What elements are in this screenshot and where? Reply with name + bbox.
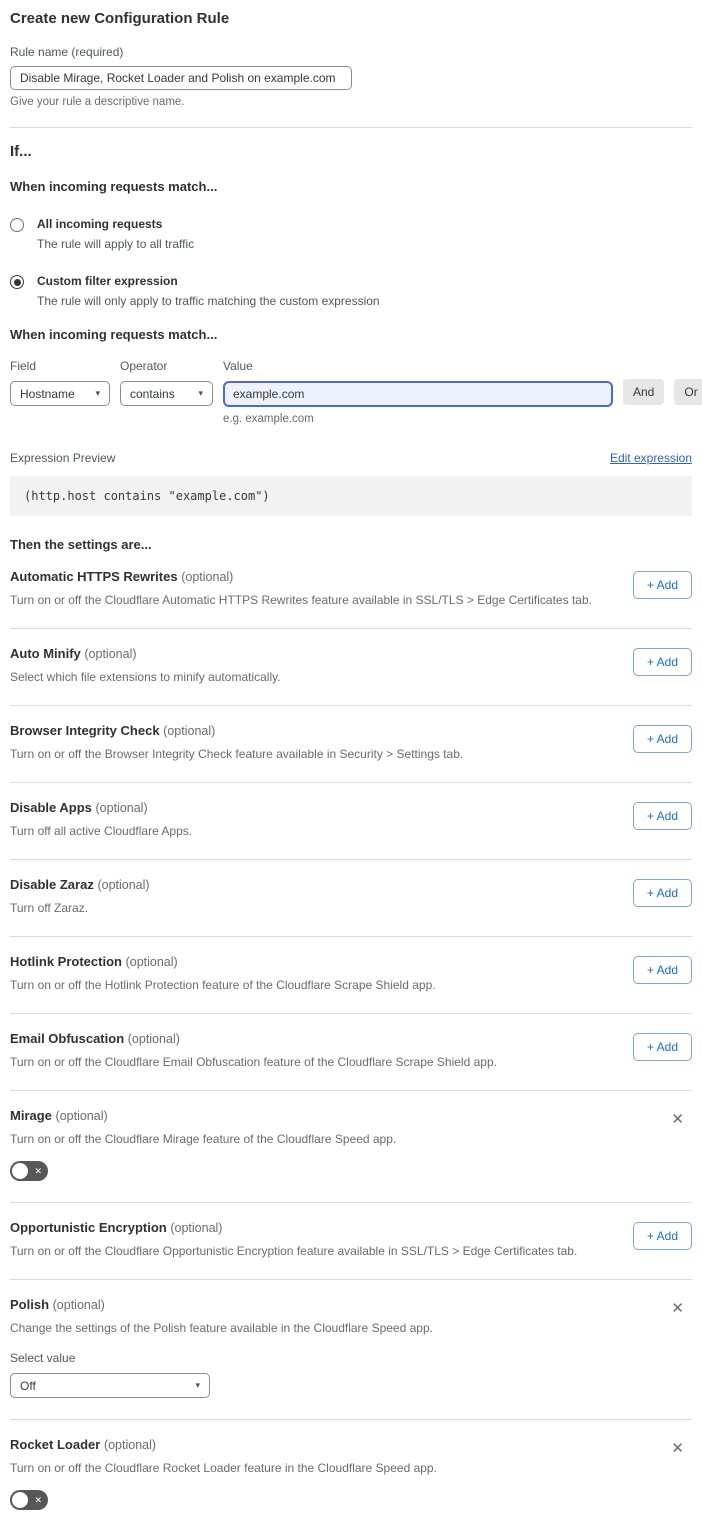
polish-value-select[interactable] xyxy=(10,1373,210,1398)
add-button[interactable]: + Add xyxy=(633,648,692,676)
expression-preview-label: Expression Preview xyxy=(10,451,116,465)
page-title: Create new Configuration Rule xyxy=(10,10,230,27)
radio-label: Custom filter expression xyxy=(37,274,178,288)
setting-title: Disable Zaraz xyxy=(10,877,94,892)
setting-title: Mirage xyxy=(10,1108,52,1123)
rule-name-help: Give your rule a descriptive name. xyxy=(10,96,185,108)
value-input[interactable] xyxy=(223,381,613,407)
chevron-down-icon: ▾ xyxy=(95,388,100,398)
optional-tag: (optional) xyxy=(97,878,150,892)
radio-all-incoming-requests[interactable] xyxy=(10,217,692,251)
optional-tag: (optional) xyxy=(163,724,216,738)
setting-title: Polish xyxy=(10,1297,50,1312)
chevron-down-icon: ▾ xyxy=(198,388,203,398)
optional-tag: (optional) xyxy=(181,570,234,584)
optional-tag: (optional) xyxy=(170,1221,223,1235)
filter-match-heading: When incoming requests match... xyxy=(10,327,218,342)
setting-row-polish xyxy=(10,1280,692,1398)
section-divider xyxy=(10,127,692,128)
toggle-off-x-icon: ✕ xyxy=(34,1166,42,1176)
setting-title: Email Obfuscation xyxy=(10,1031,125,1046)
optional-tag: (optional) xyxy=(125,955,178,969)
if-heading: If... xyxy=(10,143,32,160)
select-value-label: Select value xyxy=(10,1351,76,1365)
radio-unchecked-icon[interactable] xyxy=(10,218,24,232)
polish-select-value: Off xyxy=(20,1378,36,1393)
expression-preview-code: (http.host contains "example.com") xyxy=(10,476,692,516)
remove-setting-close-icon[interactable]: ✕ xyxy=(671,1111,684,1128)
operator-select[interactable] xyxy=(120,381,213,406)
add-button[interactable]: + Add xyxy=(633,571,692,599)
setting-description: Turn on or off the Browser Integrity Check feature available in Security > Settings tab. xyxy=(10,747,464,761)
setting-title: Browser Integrity Check xyxy=(10,723,160,738)
value-label: Value xyxy=(223,359,253,373)
field-select[interactable] xyxy=(10,381,110,406)
setting-title: Hotlink Protection xyxy=(10,954,122,969)
operator-select-value: contains xyxy=(130,386,175,401)
add-button[interactable]: + Add xyxy=(633,1222,692,1250)
chevron-down-icon: ▾ xyxy=(195,1380,200,1390)
filter-expression-builder xyxy=(10,359,698,425)
add-button[interactable]: + Add xyxy=(633,956,692,984)
toggle-off-x-icon: ✕ xyxy=(34,1495,42,1505)
add-button[interactable]: + Add xyxy=(633,879,692,907)
setting-description: Turn on or off the Cloudflare Email Obfuscation feature of the Cloudflare Scrape Shield app. xyxy=(10,1055,497,1069)
remove-setting-close-icon[interactable]: ✕ xyxy=(671,1440,684,1457)
setting-description: Turn off all active Cloudflare Apps. xyxy=(10,824,193,838)
setting-description: Turn on or off the Cloudflare Opportunistic Encryption feature available in SSL/TLS > Edge Certificates tab. xyxy=(10,1244,578,1258)
setting-title: Disable Apps xyxy=(10,800,92,815)
setting-description: Turn on or off the Cloudflare Rocket Loader feature in the Cloudflare Speed app. xyxy=(10,1461,437,1475)
toggle-knob xyxy=(12,1163,28,1179)
radio-label: All incoming requests xyxy=(37,217,163,231)
setting-row-email-obfuscation xyxy=(10,1014,692,1069)
setting-description: Turn on or off the Hotlink Protection feature of the Cloudflare Scrape Shield app. xyxy=(10,978,436,992)
setting-row-auto-minify xyxy=(10,629,692,684)
edit-expression-link[interactable]: Edit expression xyxy=(609,451,692,465)
setting-description: Turn off Zaraz. xyxy=(10,901,89,915)
setting-row-rocket-loader xyxy=(10,1420,692,1510)
rule-name-input[interactable] xyxy=(10,66,352,90)
rocket-loader-toggle-off[interactable] xyxy=(10,1490,48,1510)
toggle-knob xyxy=(12,1492,28,1508)
then-settings-heading: Then the settings are... xyxy=(10,537,152,552)
optional-tag: (optional) xyxy=(95,801,148,815)
match-heading: When incoming requests match... xyxy=(10,179,218,194)
or-button[interactable]: Or xyxy=(674,379,702,405)
setting-row-mirage xyxy=(10,1091,692,1181)
remove-setting-close-icon[interactable]: ✕ xyxy=(671,1300,684,1317)
add-button[interactable]: + Add xyxy=(633,802,692,830)
setting-row-disable-apps xyxy=(10,783,692,838)
operator-label: Operator xyxy=(120,359,168,373)
optional-tag: (optional) xyxy=(55,1109,108,1123)
add-button[interactable]: + Add xyxy=(633,725,692,753)
setting-description: Turn on or off the Cloudflare Automatic HTTPS Rewrites feature available in SSL/TLS > Edge Certificates tab. xyxy=(10,593,592,607)
setting-description: Turn on or off the Cloudflare Mirage feature of the Cloudflare Speed app. xyxy=(10,1132,397,1146)
setting-description: Change the settings of the Polish feature available in the Cloudflare Speed app. xyxy=(10,1321,433,1335)
setting-title: Opportunistic Encryption xyxy=(10,1220,167,1235)
and-button[interactable]: And xyxy=(623,379,664,405)
setting-row-disable-zaraz xyxy=(10,860,692,915)
field-label: Field xyxy=(10,359,37,373)
radio-description: The rule will only apply to traffic matching the custom expression xyxy=(37,294,380,308)
setting-title: Automatic HTTPS Rewrites xyxy=(10,569,178,584)
radio-checked-icon[interactable] xyxy=(10,275,24,289)
radio-description: The rule will apply to all traffic xyxy=(37,237,195,251)
radio-custom-filter-expression[interactable] xyxy=(10,274,692,308)
value-help: e.g. example.com xyxy=(223,413,314,425)
rule-name-label: Rule name (required) xyxy=(10,45,124,59)
setting-row-browser-integrity-check xyxy=(10,706,692,761)
optional-tag: (optional) xyxy=(84,647,137,661)
setting-row-automatic-https-rewrites xyxy=(10,552,692,607)
field-select-value: Hostname xyxy=(20,386,75,401)
optional-tag: (optional) xyxy=(127,1032,180,1046)
setting-title: Auto Minify xyxy=(10,646,81,661)
setting-title: Rocket Loader xyxy=(10,1437,101,1452)
setting-row-hotlink-protection xyxy=(10,937,692,992)
expression-preview-header xyxy=(10,451,692,465)
mirage-toggle-off[interactable] xyxy=(10,1161,48,1181)
add-button[interactable]: + Add xyxy=(633,1033,692,1061)
setting-row-opportunistic-encryption xyxy=(10,1203,692,1258)
optional-tag: (optional) xyxy=(52,1298,105,1312)
optional-tag: (optional) xyxy=(103,1438,157,1452)
rule-name-section xyxy=(10,45,692,108)
setting-description: Select which file extensions to minify automatically. xyxy=(10,670,281,684)
